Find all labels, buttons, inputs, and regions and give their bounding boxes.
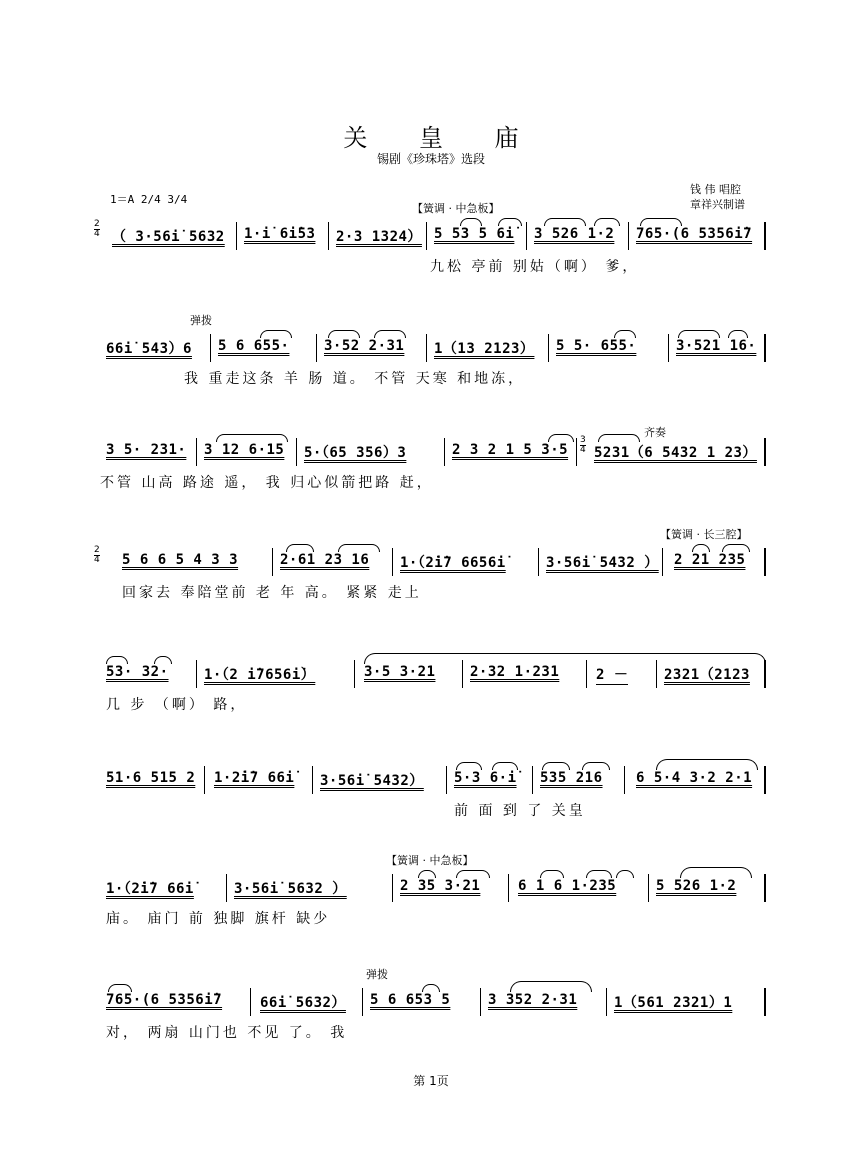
page-subtitle: 锡剧《珍珠塔》选段 <box>376 152 485 166</box>
lyrics: 前 面 到 了 关皇 <box>454 803 586 819</box>
section-marker: 【簧调 · 长三腔】 <box>660 528 748 541</box>
measure: 535 216 <box>540 770 603 786</box>
technique-marker: 弹拨 <box>190 314 212 327</box>
measure: 66i̇ 5632） <box>260 995 346 1011</box>
section-marker: 【簧调 · 中急板】 <box>412 202 500 215</box>
lyrics: 几 步 （啊） 路， <box>106 697 248 713</box>
measure: 3·5 3·21 <box>364 664 436 680</box>
measure: 2 3 2 1 5 3·5 <box>452 442 569 458</box>
measure: 5·3 6·i̇ <box>454 770 517 786</box>
measure: 2·61 23 16 <box>280 552 370 568</box>
lyrics: 庙。 庙门 前 独脚 旗杆 缺少 <box>106 911 331 927</box>
measure: 2 35 3·21 <box>400 878 481 894</box>
measure: 765·(6 5356i̇7 <box>636 226 753 242</box>
measure: 6 5·4 3·2 2·1 <box>636 770 753 786</box>
technique-marker: 齐奏 <box>644 426 666 439</box>
lyrics: 回家去 奉陪堂前 老 年 高。 紧紧 走上 <box>122 585 422 601</box>
measure: 1（13 2123） <box>434 341 535 357</box>
singer-credit: 钱 伟 唱腔 <box>690 183 741 196</box>
measure: 1·2̇i̇7 66i̇ <box>214 770 295 786</box>
lyrics: 对， 两扇 山门也 不见 了。 我 <box>106 1025 348 1041</box>
measure: 5231（6 5432 1 23） <box>594 445 757 461</box>
time-signature: 3 4 <box>580 435 586 455</box>
measure: 5 5· 655· <box>556 338 637 354</box>
measure: 51·6 515 2 <box>106 770 196 786</box>
measure: 2·32 1·231 <box>470 664 560 680</box>
measure: 1·（2 i̇7656i̇） <box>204 667 316 683</box>
measure: 53· 32· <box>106 664 169 680</box>
measure: 5 53 5 6i̇ <box>434 226 515 242</box>
measure: 2 － <box>596 664 628 685</box>
lyrics: 我 重走这条 羊 肠 道。 不管 天寒 和地冻， <box>184 371 526 387</box>
measure: 2 21 235 <box>674 552 746 568</box>
measure: 3·56i̇ 5432） <box>320 773 424 789</box>
measure: 1·（2̇i̇7 66i̇ <box>106 881 194 897</box>
measure: 3 12 6·15 <box>204 442 285 458</box>
lyrics: 九松 亭前 别姑（啊） 爹， <box>430 259 640 275</box>
measure: 3 352 2·31 <box>488 992 578 1008</box>
arranger-credit: 章祥兴制谱 <box>690 198 745 211</box>
measure: 5 6 6 5 4 3 3 <box>122 552 239 568</box>
key-signature: 1＝A 2/4 3/4 <box>110 193 188 206</box>
measure: 3 526 1·2 <box>534 226 615 242</box>
measure: 5·（65 356）3 <box>304 445 407 461</box>
measure: 1（561 2321）1 <box>614 995 733 1011</box>
measure: 5 6 653 5 <box>370 992 451 1008</box>
page-number: 第 1页 <box>413 1074 449 1088</box>
technique-marker: 弹拨 <box>366 968 388 981</box>
measure: 3·52 2·31 <box>324 338 405 354</box>
time-signature: 2 4 <box>94 219 100 239</box>
measure: （ 3·56i̇ 5632 <box>112 229 225 245</box>
measure: 3·56i̇ 5432 ） <box>546 555 659 571</box>
section-marker: 【簧调 · 中急板】 <box>386 854 474 867</box>
measure: 3·56i̇ 5632 ） <box>234 881 347 897</box>
measure: 3·521 16· <box>676 338 757 354</box>
measure: 765·(6 5356i̇7 <box>106 992 223 1008</box>
measure: 1·i̇ 6i̇53 <box>244 226 316 242</box>
measure: 1·（2̇i̇7 6656i̇ <box>400 555 506 571</box>
measure: 5 526 1·2 <box>656 878 737 894</box>
page-title: 关 皇 庙 <box>343 124 541 152</box>
measure: 5 6 655· <box>218 338 290 354</box>
measure: 2·3 1324） <box>336 229 422 245</box>
measure: 2321（2123 <box>664 667 750 683</box>
lyrics: 不管 山高 路途 遥， 我 归心似箭把路 赶， <box>100 475 434 491</box>
time-signature: 2 4 <box>94 545 100 565</box>
measure: 3 5· 231· <box>106 442 187 458</box>
measure: 6 1 6 1·235 <box>518 878 617 894</box>
measure: 66i̇ 543）6 <box>106 341 192 357</box>
